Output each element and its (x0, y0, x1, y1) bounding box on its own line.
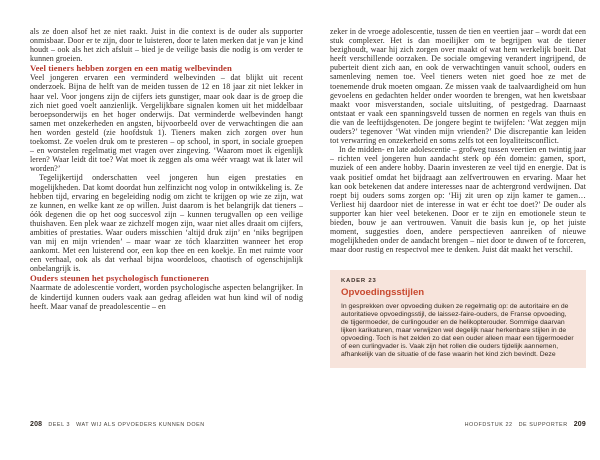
left-page-content (30, 27, 303, 311)
page-footer (330, 421, 586, 428)
kader-title: Opvoedingsstijlen (341, 287, 425, 299)
page-number: 208 (30, 421, 43, 428)
footer-section: DEEL 3 (48, 422, 71, 428)
body-paragraph: Naarmate de adolescentie vordert, worden psychologische aspecten belangrijker. In de kindertijd kunnen ouders vaak aan gedrag afleiden wat hun kind wil of nodig heeft. Maar vanaf de preadolescentie – en (30, 283, 303, 311)
kader-label: KADER 23 (341, 278, 377, 285)
page-number: 209 (573, 421, 586, 428)
right-page-content (330, 27, 586, 368)
section-heading: Ouders steunen het psychologisch functioneren (30, 273, 210, 284)
body-paragraph: Tegelijkertijd onderschatten veel jongeren hun eigen prestaties en mogelijkheden. Dat komt doordat hun zelfinzicht nog volop in ontwikkeling is. Ze hebben tijd, ervaring en begeleiding nodig om zicht te krijgen op wie ze zijn, wat ze kunnen, en welke kant ze op willen. Juist daarom is het belangrijk dat tieners – óók degenen die op het oog succesvol zijn – kunnen terugvallen op een veilige thuishaven. Een plek waar ze zichzelf mogen zijn, waar niet alles draait om cijfers, ambities of prestaties. Waar ouders misschien ‘altijd druk zijn’ en ‘niks begrijpen van mij en mijn vrienden’ – maar waar ze tóch klaarzitten wanneer het erop aankomt. Met een luisterend oor, een kop thee en een koekje. En met ruimte voor een verhaal, ook als dat verhaal bijna woordeloos, chaotisch of ogenschijnlijk onbelangrijk is. (30, 173, 303, 274)
body-paragraph: als ze doen alsof het ze niet raakt. Juist in die context is de ouder als supporter onmisbaar. Door er te zijn, door te luisteren, door te laten merken dat je van je kind houdt – ook als het zich afsluit – bied je de veilige basis die nodig is om verder te kunnen groeien. (30, 27, 303, 64)
body-paragraph: zeker in de vroege adolescentie, tussen de tien en veertien jaar – wordt dat een stuk complexer. Het is dan moeilijker om te begrijpen wat de tiener bezighoudt, waar hij zich zorgen over maakt of wat hem werkelijk boeit. Dat heeft verschillende oorzaken. De sociale omgeving verandert ingrijpend, de puberteit dient zich aan, en ook de verwachtingen vanuit school, ouders en samenleving nemen toe. Veel tieners weten niet goed hoe ze met de toenemende druk moeten omgaan. Ze missen vaak de taalvaardigheid om hun gevoelens en gedachten helder onder woorden te brengen, wat hen kwetsbaar maakt voor misverstanden, sociale uitsluiting, of pestgedrag. Daarnaast ontstaat er vaak een spanningsveld tussen de normen en regels van thuis en die van de leeftijdsgenoten. De jongere begint te twijfelen: ‘Wat zeggen mijn ouders?’ tegenover ‘Wat vinden mijn vrienden?’ Die discrepantie kan leiden tot verwarring en onzekerheid en soms zelfs tot een loyaliteitsconflict. (330, 27, 586, 146)
kader-body: In gesprekken over opvoeding duiken ze regelmatig op: de autoritaire en de autoritatieve opvoedingsstijl, de laissez-faire-ouders, de Franse opvoeding, de tijgermoeder, de curlingouder en de helikopterouder. Sommige daarvan lijken karikaturen, maar verwijzen wel degelijk naar herkenbare stijlen in de opvoeding. Toch is het zelden zo dat een ouder alleen maar een tijgermoeder of een curlingvader is. Vaak zijn het rollen die ouders tijdelijk aannemen, afhankelijk van de situatie of de fase waarin het kind zich bevindt. Deze (341, 303, 574, 359)
footer-title: DE SUPPORTER (518, 422, 568, 428)
body-paragraph: Veel jongeren ervaren een verminderd welbevinden – dat blijkt uit recent onderzoek. Bijna de helft van de meiden tussen de 12 en 18 jaar zit niet lekker in haar vel. Voor jongens zijn de cijfers iets gunstiger, maar ook daar is de groep die zich niet goed voelt aanzienlijk. Vergelijkbare signalen komen uit het middelbaar beroepsonderwijs en het hoger onderwijs. Dat verminderde welbevinden hangt samen met onzekerheden en angsten, bijvoorbeeld over de verwachtingen die aan hen worden gesteld (zie hoofdstuk 1). Tieners maken zich zorgen over hun toekomst. Ze voelen druk om te presteren – op school, in sport, in sociale groepen – en worstelen regelmatig met vragen over zingeving. ‘Waarom moet ik eigenlijk leren? Waar leidt dit toe? Wat moet ik zeggen als oma wéér vraagt wat ik later wil worden?’ (30, 73, 303, 174)
body-paragraph: In de midden- en late adolescentie – grofweg tussen veertien en twintig jaar – richten veel jongeren hun aandacht sterk op één domein: gamen, sport, muziek of een andere hobby. Daarin investeren ze veel tijd en energie. Dat is vaak positief omdat het bijdraagt aan zelfvertrouwen en ervaring. Maar het kan ook betekenen dat andere interesses naar de achtergrond verdwijnen. Dat roept bij ouders soms zorgen op: ‘Hij zit uren op zijn kamer te gamen… Verliest hij daardoor niet de interesse in wat er écht toe doet?’ De ouder als supporter kan hier veel betekenen. Door er te zijn en emotionele steun te bieden, bouw je aan vertrouwen. Vanuit die basis kun je, op het juiste moment, suggesties doen, andere perspectieven aanreiken of nieuwe mogelijkheden onder de aandacht brengen – niet door te duwen of te forceren, maar door rustig en respectvol mee te denken. Juist dát maakt het verschil. (330, 145, 586, 255)
right-page (330, 0, 586, 460)
footer-section: HOOFDSTUK 22 (464, 422, 513, 428)
kader-box (330, 270, 586, 368)
footer-title: WAT WIJ ALS OPVOEDERS KUNNEN DOEN (76, 422, 205, 428)
section-heading: Veel tieners hebben zorgen en een matig welbevinden (30, 63, 232, 74)
page-footer (30, 421, 303, 428)
left-page (30, 0, 303, 460)
